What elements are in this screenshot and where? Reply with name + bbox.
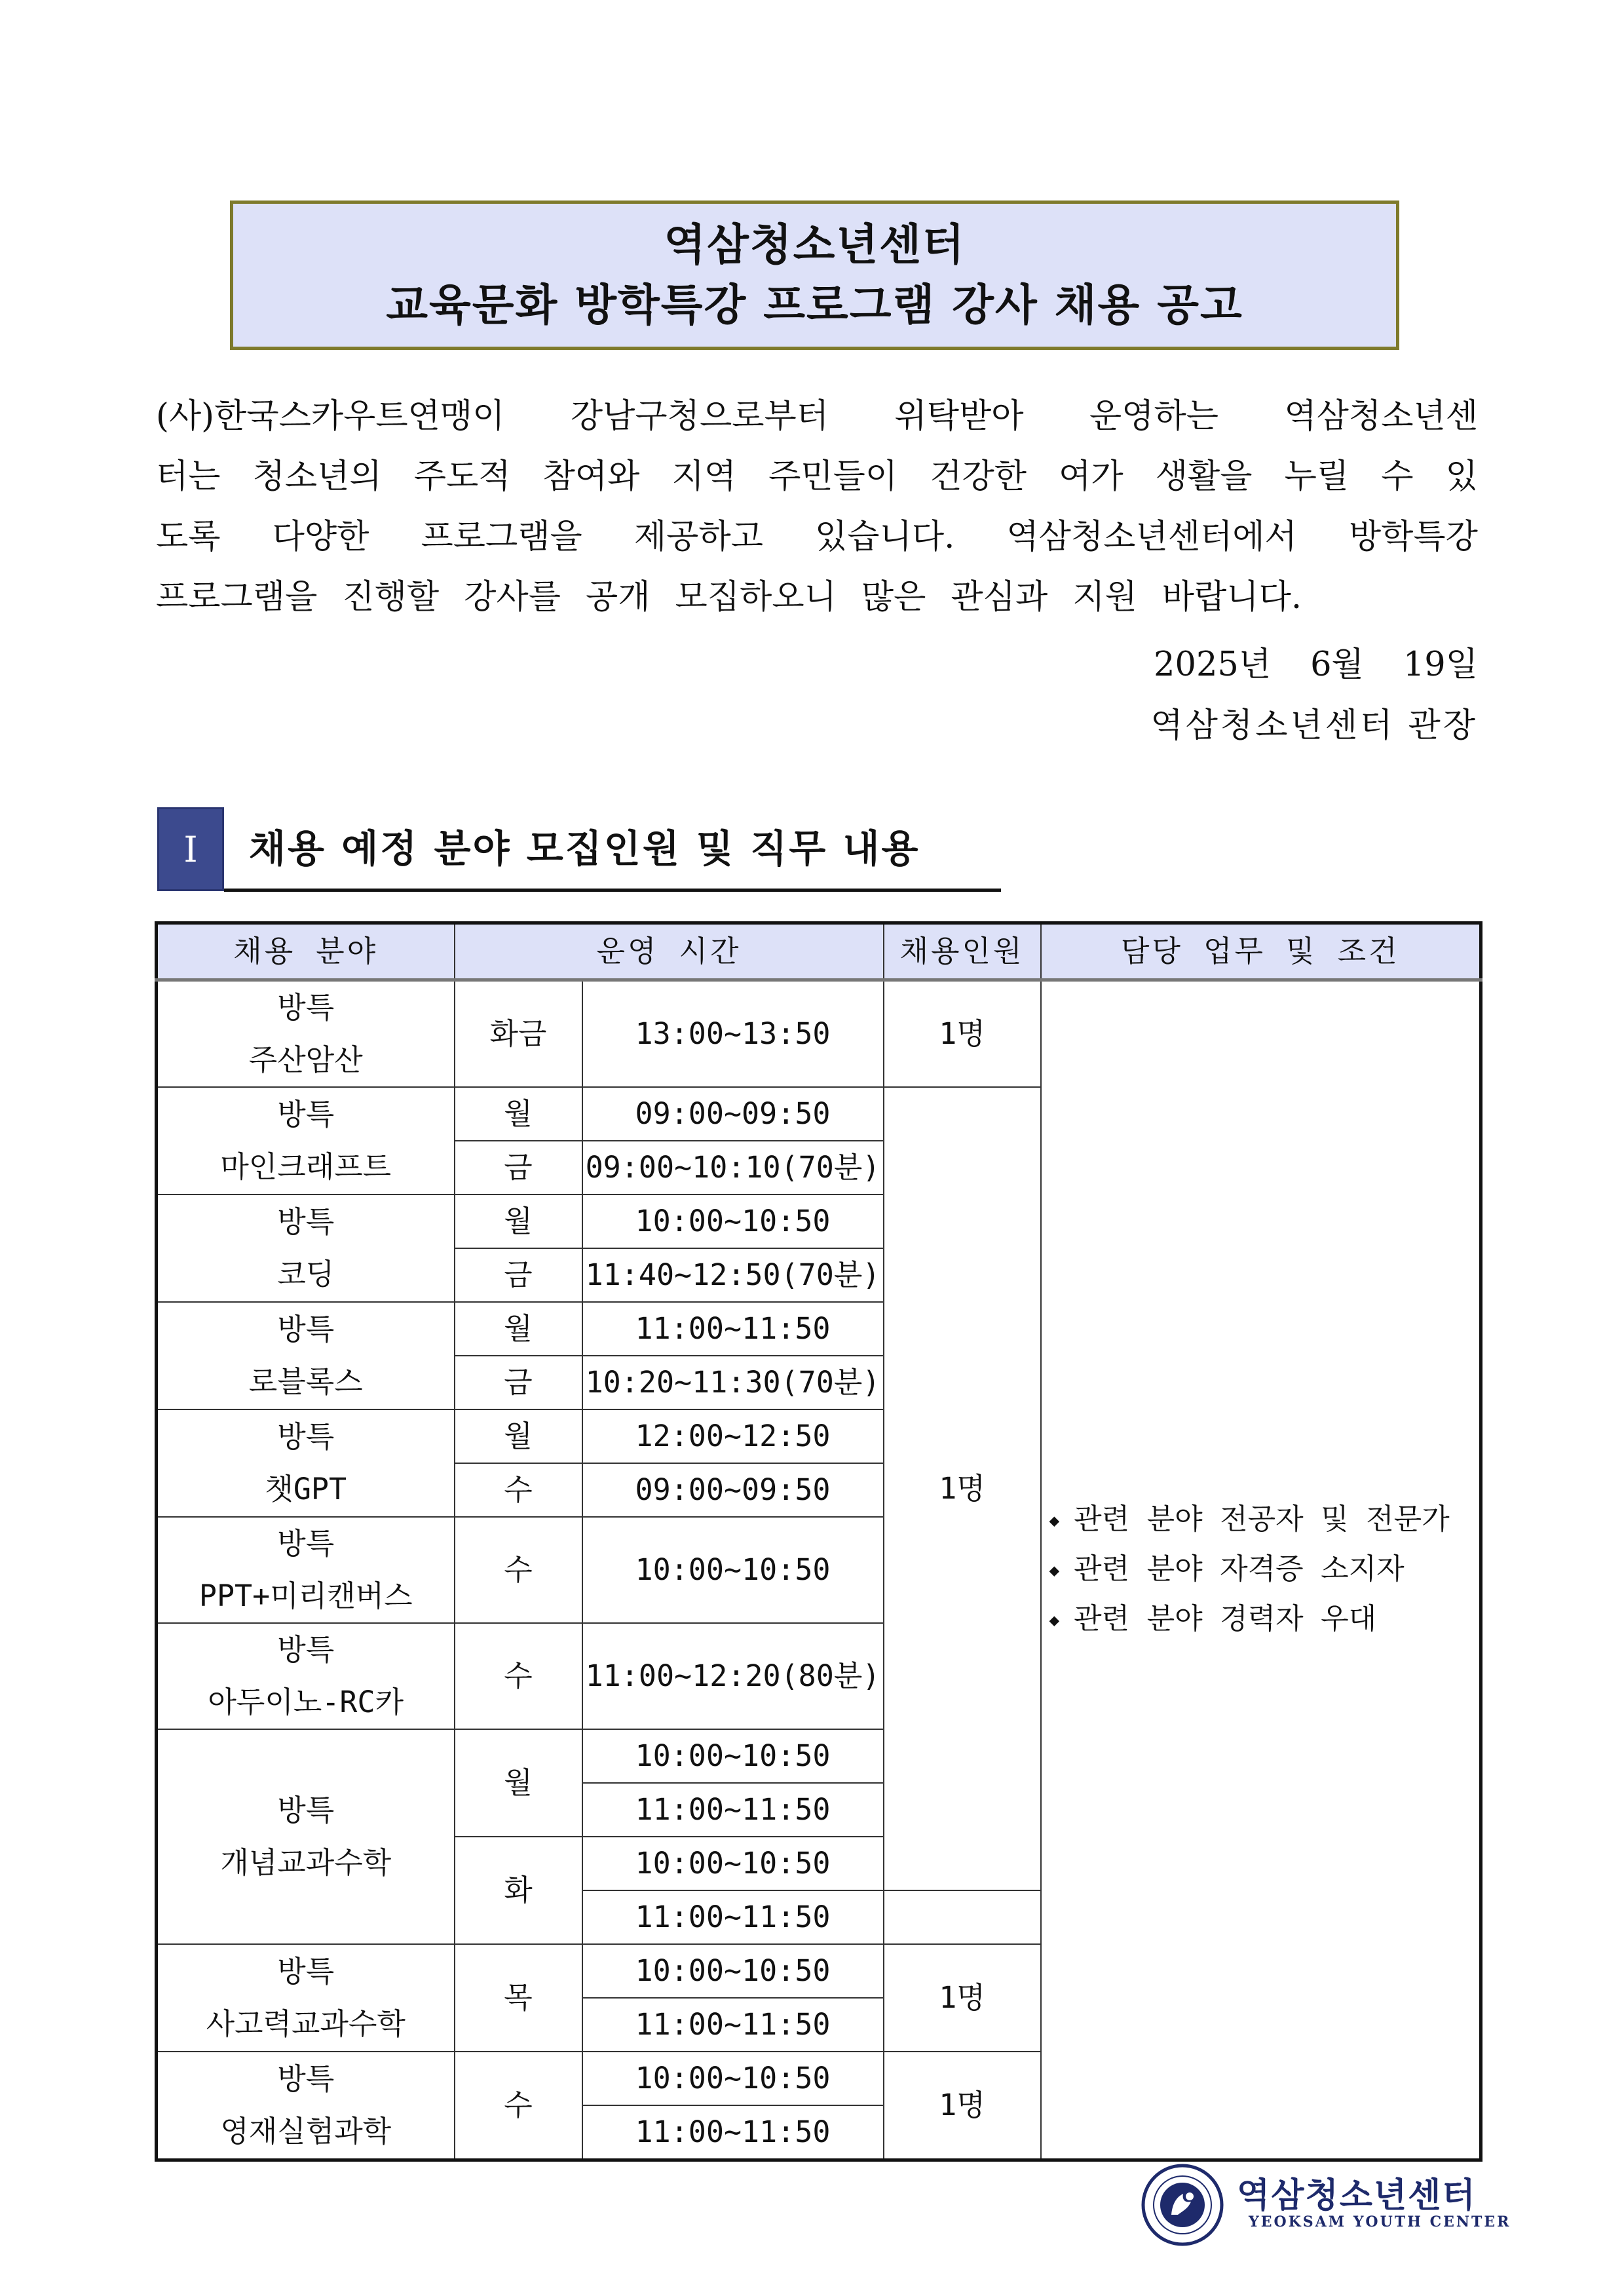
headcount-cell: 1명 [884,980,1041,1088]
time-cell: 09:00~09:50 [582,1463,884,1517]
header-duties: 담당 업무 및 조건 [1041,923,1481,980]
intro-word: 공개 [585,578,651,617]
logo-english-text: YEOKSAM YOUTH CENTER [1249,2213,1511,2230]
intro-word: (사)한국스카우트연맹이 [156,397,505,436]
date-day: 19일 [1403,645,1478,684]
intro-line [156,507,1478,567]
program-name: 마인크래프트 [220,1149,392,1184]
program-prefix: 방특 [277,1419,335,1454]
condition-text: 관련 분야 경력자 우대 [1074,1602,1377,1636]
day-cell: 수 [455,1517,582,1623]
day-cell: 월 [455,1729,582,1837]
intro-word: 강남구청으로부터 [570,397,829,436]
title-box [230,201,1399,350]
program-name: 아두이노-RC카 [208,1685,404,1719]
program-prefix: 방특 [277,1204,335,1239]
intro-word: 방학특강 [1348,518,1478,556]
section-underline [224,889,1001,892]
program-prefix: 방특 [277,1526,335,1561]
program-cell [157,1302,455,1409]
intro-word: 관심과 [951,578,1048,617]
program-name: 로블록스 [248,1364,363,1399]
header-time: 운영 시간 [455,923,884,980]
time-cell: 12:00~12:50 [582,1409,884,1463]
time-cell: 11:00~11:50 [582,1783,884,1837]
date-year: 2025년 [1154,645,1272,684]
time-cell: 11:00~12:20(80분) [582,1623,884,1729]
intro-word: 주도적 [413,457,511,496]
time-cell: 10:20~11:30(70분) [582,1356,884,1409]
program-cell [157,1944,455,2052]
program-name: 코딩 [277,1257,335,1292]
time-cell: 11:40~12:50(70분) [582,1248,884,1302]
time-cell: 11:00~11:50 [582,1890,884,1944]
intro-word: 다양한 [272,518,369,556]
time-cell: 13:00~13:50 [582,980,884,1088]
program-cell [157,2052,455,2160]
condition-item [1049,1495,1480,1545]
program-cell [157,1729,455,1944]
program-prefix: 방특 [277,1954,335,1989]
condition-text: 관련 분야 자격증 소지자 [1074,1552,1405,1586]
condition-text: 관련 분야 전공자 및 전문가 [1074,1502,1450,1536]
intro-word: 지역 [671,457,737,496]
conditions-cell [1041,980,1481,2160]
diamond-bullet-icon: ◆ [1049,1611,1060,1630]
logo-korean-text: 역삼청소년센터 [1237,2176,1477,2215]
time-cell: 10:00~10:50 [582,1195,884,1248]
program-name: 사고력교과수학 [206,2006,406,2041]
intro-line [156,387,1478,447]
section-title: 채용 예정 분야 모집인원 및 직무 내용 [249,826,920,871]
date-month: 6월 [1310,645,1364,684]
intro-word: 강사를 [464,578,561,617]
header-headcount: 채용인원 [884,923,1041,980]
headcount-cell: 1명 [884,2052,1041,2160]
intro-word: 바랍니다. [1161,578,1302,617]
intro-word: 도록 [156,518,221,556]
intro-line [156,447,1478,507]
intro-word: 지원 [1072,578,1137,617]
intro-word: 운영하는 [1089,397,1218,436]
program-prefix: 방특 [277,1097,335,1132]
program-cell [157,1195,455,1302]
program-name: PPT+미리캔버스 [198,1578,413,1613]
day-cell: 화 [455,1837,582,1944]
day-cell: 수 [455,2052,582,2160]
intro-word: 수 [1381,457,1414,496]
intro-word: 주민들이 [768,457,898,496]
day-cell: 화금 [455,980,582,1088]
program-name: 주산암산 [248,1043,363,1077]
program-prefix: 방특 [277,1793,335,1827]
program-cell [157,1409,455,1517]
intro-word: 생활을 [1155,457,1253,496]
intro-word: 있 [1445,457,1478,496]
diamond-bullet-icon: ◆ [1049,1561,1060,1580]
intro-word: 청소년의 [252,457,382,496]
time-cell: 09:00~09:50 [582,1087,884,1141]
time-cell: 10:00~10:50 [582,2052,884,2105]
program-cell [157,980,455,1088]
intro-word: 위탁받아 [894,397,1024,436]
time-cell: 10:00~10:50 [582,1729,884,1783]
table-header-row [157,923,1481,980]
day-cell: 월 [455,1087,582,1141]
time-cell: 10:00~10:50 [582,1837,884,1890]
day-cell: 월 [455,1302,582,1356]
table-row [157,980,1481,1088]
program-name: 개념교과수학 [220,1845,392,1880]
day-cell: 금 [455,1356,582,1409]
intro-word: 여가 [1059,457,1124,496]
intro-word: 건강한 [930,457,1027,496]
program-prefix: 방특 [277,1312,335,1347]
time-cell: 11:00~11:50 [582,1998,884,2052]
intro-word: 모집하오니 [675,578,837,617]
time-cell: 11:00~11:50 [582,1302,884,1356]
day-cell: 월 [455,1195,582,1248]
program-name: 챗GPT [265,1472,347,1506]
section-number: Ⅰ [183,828,198,870]
program-cell [157,1087,455,1195]
intro-paragraph [156,387,1478,628]
center-seal-logo [1140,2162,1225,2248]
intro-word: 있습니다. [815,518,955,556]
signer: 역삼청소년센터 관장 [1150,706,1478,745]
intro-word: 역삼청소년센터에서 [1006,518,1297,556]
day-cell: 금 [455,1248,582,1302]
program-prefix: 방특 [277,990,335,1025]
time-cell: 10:00~10:50 [582,1517,884,1623]
section-number-box [157,807,224,891]
headcount-cell: 1명 [884,1944,1041,2052]
day-cell: 금 [455,1141,582,1195]
time-cell: 10:00~10:50 [582,1944,884,1998]
condition-item [1049,1545,1480,1595]
intro-word: 역삼청소년센 [1284,397,1478,436]
program-cell [157,1623,455,1729]
day-cell: 수 [455,1463,582,1517]
program-prefix: 방특 [277,1632,335,1667]
title-line-2: 교육문화 방학특강 프로그램 강사 채용 공고 [386,280,1243,330]
time-cell: 09:00~10:10(70분) [582,1141,884,1195]
diamond-bullet-icon: ◆ [1049,1511,1060,1531]
headcount-cell: 1명 [884,1087,1041,1890]
intro-line [156,567,1478,628]
recruitment-table [155,921,1482,2162]
header-field: 채용 분야 [157,923,455,980]
intro-word: 참여와 [542,457,640,496]
day-cell: 목 [455,1944,582,2052]
time-cell: 11:00~11:50 [582,2105,884,2160]
intro-word: 진행할 [342,578,440,617]
intro-word: 프로그램을 [421,518,582,556]
intro-word: 누릴 [1284,457,1350,496]
intro-word: 제공하고 [633,518,763,556]
program-prefix: 방특 [277,2061,335,2096]
program-cell [157,1517,455,1623]
day-cell: 월 [455,1409,582,1463]
day-cell: 수 [455,1623,582,1729]
intro-word: 많은 [861,578,926,617]
program-name: 영재실험과학 [220,2114,392,2149]
announcement-date [1154,639,1478,691]
title-line-1: 역삼청소년센터 [664,220,966,270]
intro-word: 터는 [156,457,221,496]
condition-item [1049,1595,1480,1645]
intro-word: 프로그램을 [156,578,318,617]
